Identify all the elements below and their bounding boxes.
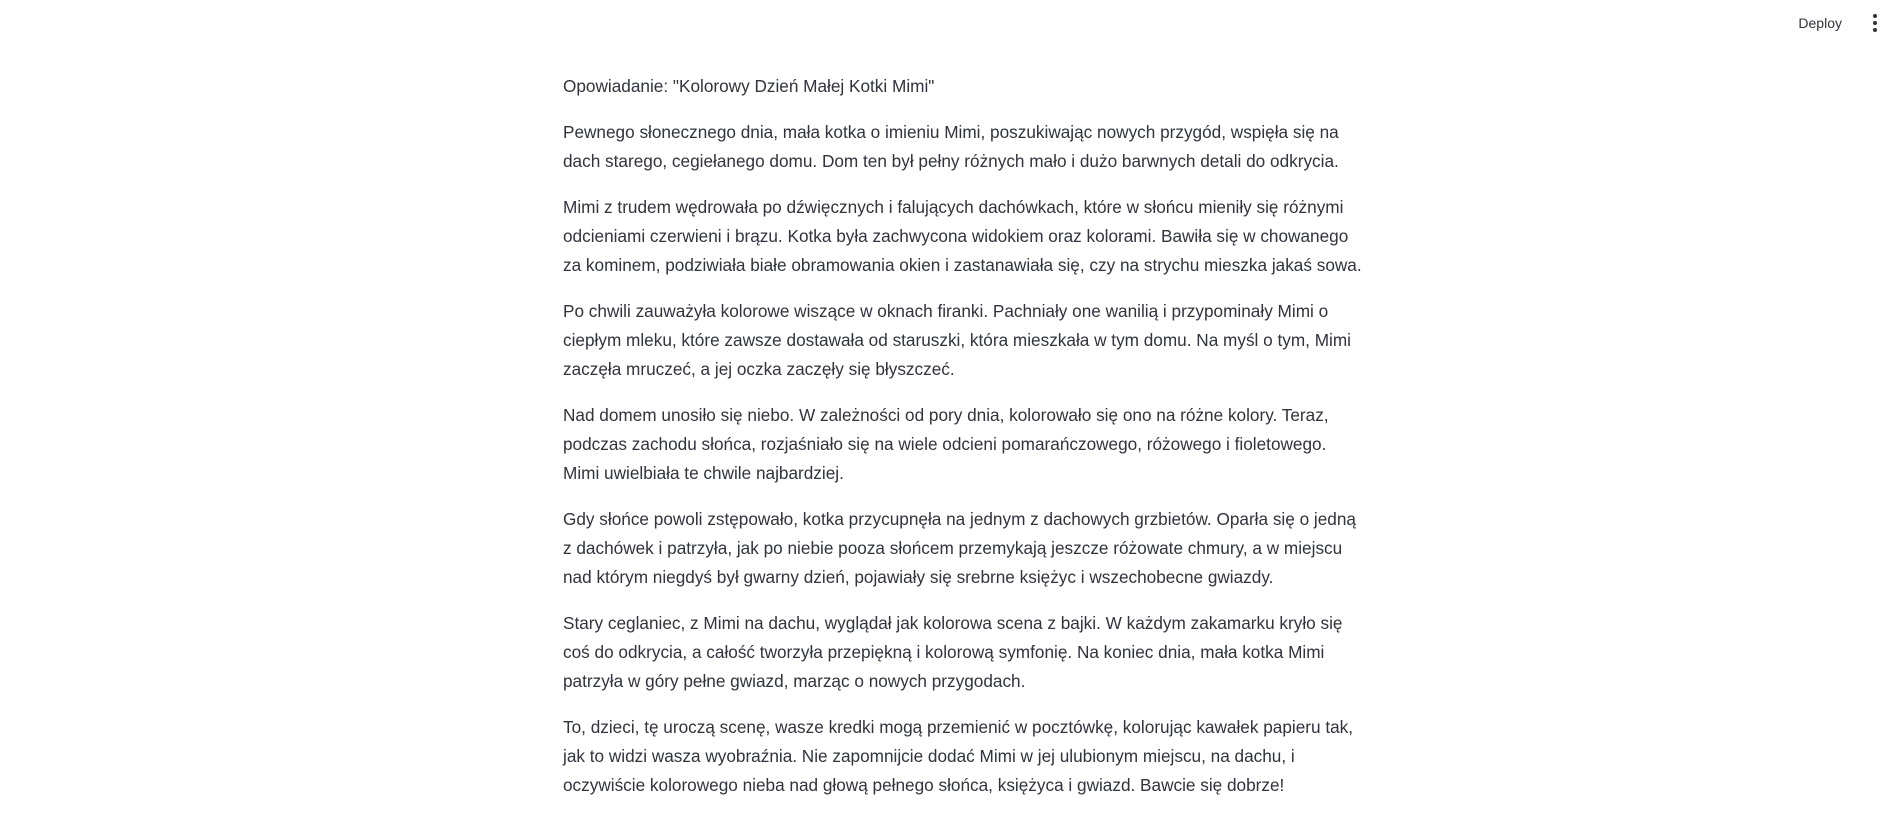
deploy-button[interactable]: Deploy xyxy=(1788,10,1852,36)
main-menu-button[interactable] xyxy=(1862,10,1888,36)
story-paragraph: Pewnego słonecznego dnia, mała kotka o imieniu Mimi, poszukiwając nowych przygód, wspięła się na dach starego, cegiełanego domu. Dom ten był pełny różnych mało i dużo barwnych detali do odkrycia. xyxy=(563,122,1339,171)
app-header xyxy=(0,0,1900,46)
story-paragraph: Po chwili zauważyła kolorowe wiszące w oknach firanki. Pachniały one wanilią i przypominały Mimi o ciepłym mleku, które zawsze dostawała od staruszki, która mieszkała w tym domu. Na myśl o tym, Mimi zaczęła mruczeć, a jej oczka zaczęły się błyszczeć. xyxy=(563,301,1351,379)
story-paragraph: Mimi z trudem wędrowała po dźwięcznych i falujących dachówkach, które w słońcu mieniły się różnymi odcieniami czerwieni i brązu. Kotka była zachwycona widokiem oraz kolorami. Bawiła się w chowanego za kominem, podziwiała białe obramowania okien i zastanawiała się, czy na strychu mieszka jakaś sowa. xyxy=(563,197,1362,275)
vertical-ellipsis-icon xyxy=(1873,14,1877,18)
story-paragraph: To, dzieci, tę uroczą scenę, wasze kredki mogą przemienić w pocztówkę, kolorując kawałek papieru tak, jak to widzi wasza wyobraźnia. Nie zapomnijcie dodać Mimi w jej ulubionym miejscu, na dachu, i oczywiście kolorowego nieba nad głową pełnego słońca, księżyca i gwiazd. Bawcie się dobrze! xyxy=(563,717,1354,795)
main-content xyxy=(563,72,1363,817)
vertical-ellipsis-icon-dot xyxy=(1873,28,1877,32)
story-paragraph: Gdy słońce powoli zstępowało, kotka przycupnęła na jednym z dachowych grzbietów. Oparła się o jedną z dachówek i patrzyła, jak po niebie pooza słońcem przemykają jeszcze różowate chmury, a w miejscu nad którym niegdyś był gwarny dzień, pojawiały się srebrne księżyc i wszechobecne gwiazdy. xyxy=(563,509,1356,587)
story-paragraph: Stary ceglaniec, z Mimi na dachu, wyglądał jak kolorowa scena z bajki. W każdym zakamarku kryło się coś do odkrycia, a całość tworzyła przepiękną i kolorową symfonię. Na koniec dnia, mała kotka Mimi patrzyła w góry pełne gwiazd, marząc o nowych przygodach. xyxy=(563,613,1343,691)
story-title: Opowiadanie: "Kolorowy Dzień Małej Kotki Mimi" xyxy=(563,76,935,96)
vertical-ellipsis-icon-dot xyxy=(1873,21,1877,25)
story-paragraph: Nad domem unosiło się niebo. W zależności od pory dnia, kolorowało się ono na różne kolory. Teraz, podczas zachodu słońca, rozjaśniało się na wiele odcieni pomarańczowego, różowego i fioletowego. Mimi uwielbiała te chwile najbardziej. xyxy=(563,405,1329,483)
